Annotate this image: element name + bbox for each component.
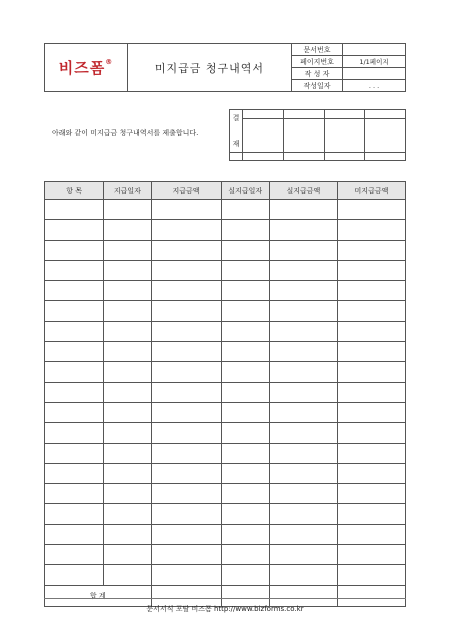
table-row — [45, 240, 406, 260]
table-cell[interactable] — [337, 301, 405, 321]
table-cell[interactable] — [269, 200, 337, 220]
table-cell[interactable] — [337, 382, 405, 402]
table-row — [45, 484, 406, 504]
approval-title-cell — [365, 110, 406, 119]
approval-label-bottom: 재 — [232, 139, 240, 148]
table-cell[interactable] — [221, 463, 269, 483]
table-cell[interactable] — [45, 240, 104, 260]
table-cell[interactable] — [151, 220, 221, 240]
table-cell[interactable] — [221, 402, 269, 422]
table-cell[interactable] — [337, 484, 405, 504]
table-cell[interactable] — [337, 362, 405, 382]
table-cell[interactable] — [151, 484, 221, 504]
table-cell[interactable] — [45, 463, 104, 483]
approval-sign-cell[interactable] — [324, 119, 365, 153]
table-cell[interactable] — [269, 524, 337, 544]
table-cell[interactable] — [337, 463, 405, 483]
table-cell[interactable] — [45, 281, 104, 301]
table-cell[interactable] — [221, 423, 269, 443]
table-cell[interactable] — [337, 504, 405, 524]
document-header — [44, 43, 406, 92]
table-row — [45, 524, 406, 544]
table-cell[interactable] — [269, 301, 337, 321]
approval-sign-cell[interactable] — [283, 119, 324, 153]
meta-label-doc-number: 문서번호 — [292, 44, 343, 56]
table-cell[interactable] — [337, 545, 405, 565]
table-cell[interactable] — [269, 545, 337, 565]
table-cell[interactable] — [104, 301, 151, 321]
table-cell[interactable] — [269, 362, 337, 382]
column-header-unpaid-amount: 미지급금액 — [337, 182, 405, 200]
table-cell[interactable] — [337, 524, 405, 544]
table-cell[interactable] — [104, 220, 151, 240]
table-cell[interactable] — [337, 220, 405, 240]
total-label: 합 계 — [45, 585, 152, 606]
table-cell[interactable] — [104, 281, 151, 301]
table-cell[interactable] — [221, 545, 269, 565]
table-cell[interactable] — [269, 463, 337, 483]
table-cell[interactable] — [337, 565, 405, 585]
table-cell[interactable] — [337, 443, 405, 463]
table-cell[interactable] — [151, 423, 221, 443]
registered-mark: ® — [105, 58, 114, 66]
table-cell[interactable] — [221, 382, 269, 402]
table-cell[interactable] — [151, 463, 221, 483]
approval-date-cell[interactable] — [243, 153, 284, 161]
table-cell[interactable] — [221, 260, 269, 280]
total-cell[interactable] — [221, 585, 269, 606]
table-cell[interactable] — [221, 362, 269, 382]
table-cell[interactable] — [104, 260, 151, 280]
footer-divider — [44, 598, 406, 599]
meta-value-date[interactable]: . . . — [343, 80, 406, 92]
table-row — [45, 504, 406, 524]
total-cell[interactable] — [151, 585, 221, 606]
table-cell[interactable] — [104, 321, 151, 341]
column-header-payment-amount: 지급금액 — [151, 182, 221, 200]
table-cell[interactable] — [45, 524, 104, 544]
table-cell[interactable] — [151, 382, 221, 402]
table-cell[interactable] — [337, 281, 405, 301]
table-cell[interactable] — [104, 240, 151, 260]
table-cell[interactable] — [45, 423, 104, 443]
table-cell[interactable] — [337, 260, 405, 280]
table-cell[interactable] — [151, 321, 221, 341]
table-row — [45, 565, 406, 585]
approval-label-top: 결 — [232, 113, 240, 122]
table-cell[interactable] — [221, 321, 269, 341]
approval-title-cell — [324, 110, 365, 119]
table-cell[interactable] — [269, 565, 337, 585]
table-row — [45, 260, 406, 280]
table-cell[interactable] — [104, 504, 151, 524]
table-cell[interactable] — [151, 281, 221, 301]
approval-label — [230, 110, 243, 153]
table-cell[interactable] — [269, 240, 337, 260]
table-cell[interactable] — [104, 382, 151, 402]
table-cell[interactable] — [269, 321, 337, 341]
table-cell[interactable] — [221, 281, 269, 301]
table-cell[interactable] — [221, 484, 269, 504]
table-cell[interactable] — [151, 362, 221, 382]
table-cell[interactable] — [45, 484, 104, 504]
table-cell[interactable] — [45, 402, 104, 422]
table-row — [45, 281, 406, 301]
intro-text: 아래와 같이 미지급금 청구내역서를 제출합니다. — [52, 129, 199, 137]
table-cell[interactable] — [45, 565, 104, 585]
table-cell[interactable] — [45, 382, 104, 402]
table-cell[interactable] — [151, 402, 221, 422]
table-row — [45, 545, 406, 565]
table-cell[interactable] — [269, 382, 337, 402]
table-cell[interactable] — [104, 545, 151, 565]
table-row — [45, 402, 406, 422]
table-cell[interactable] — [221, 200, 269, 220]
approval-date-cell — [230, 153, 243, 161]
table-cell[interactable] — [104, 565, 151, 585]
table-cell[interactable] — [104, 342, 151, 362]
table-cell[interactable] — [104, 423, 151, 443]
table-cell[interactable] — [337, 321, 405, 341]
table-cell[interactable] — [45, 443, 104, 463]
table-cell[interactable] — [45, 321, 104, 341]
table-row — [45, 423, 406, 443]
claims-table — [44, 181, 406, 607]
table-cell[interactable] — [269, 281, 337, 301]
table-cell[interactable] — [269, 342, 337, 362]
table-cell[interactable] — [151, 545, 221, 565]
table-cell[interactable] — [45, 200, 104, 220]
table-cell[interactable] — [151, 301, 221, 321]
table-cell[interactable] — [221, 342, 269, 362]
table-row — [45, 443, 406, 463]
column-header-actual-payment-amount: 실지급금액 — [269, 182, 337, 200]
table-cell[interactable] — [269, 504, 337, 524]
table-cell[interactable] — [269, 260, 337, 280]
table-row — [45, 342, 406, 362]
table-cell[interactable] — [337, 240, 405, 260]
table-cell[interactable] — [45, 545, 104, 565]
table-cell[interactable] — [45, 220, 104, 240]
approval-title-cell — [243, 110, 284, 119]
table-cell[interactable] — [269, 484, 337, 504]
meta-label-author: 작 성 자 — [292, 68, 343, 80]
approval-box — [229, 109, 406, 161]
table-row — [45, 463, 406, 483]
table-row — [45, 321, 406, 341]
table-cell[interactable] — [104, 402, 151, 422]
table-cell[interactable] — [151, 443, 221, 463]
table-cell[interactable] — [221, 504, 269, 524]
approval-title-cell — [283, 110, 324, 119]
table-cell[interactable] — [221, 524, 269, 544]
meta-label-page-number: 페이지번호 — [292, 56, 343, 68]
meta-value-doc-number[interactable] — [343, 44, 406, 56]
meta-value-author[interactable] — [343, 68, 406, 80]
table-cell[interactable] — [221, 301, 269, 321]
table-cell[interactable] — [45, 301, 104, 321]
column-header-payment-date: 지급일자 — [104, 182, 151, 200]
footer-text: 문서서식 포탈 비즈폼 http://www.bizforms.co.kr — [146, 605, 304, 613]
table-row — [45, 200, 406, 220]
table-cell[interactable] — [269, 443, 337, 463]
approval-sign-cell[interactable] — [243, 119, 284, 153]
table-cell[interactable] — [104, 484, 151, 504]
table-cell[interactable] — [337, 200, 405, 220]
table-cell[interactable] — [45, 342, 104, 362]
table-cell[interactable] — [221, 220, 269, 240]
logo — [45, 44, 128, 92]
table-cell[interactable] — [269, 220, 337, 240]
table-row — [45, 382, 406, 402]
table-cell[interactable] — [151, 342, 221, 362]
total-cell[interactable] — [269, 585, 337, 606]
total-cell[interactable] — [337, 585, 405, 606]
approval-sign-cell[interactable] — [365, 119, 406, 153]
column-header-actual-payment-date: 실지급일자 — [221, 182, 269, 200]
table-cell[interactable] — [269, 423, 337, 443]
approval-date-cell[interactable] — [283, 153, 324, 161]
meta-label-date: 작성일자 — [292, 80, 343, 92]
table-cell[interactable] — [151, 504, 221, 524]
table-cell[interactable] — [45, 504, 104, 524]
table-cell[interactable] — [221, 565, 269, 585]
total-row — [45, 585, 406, 606]
logo-text: 비즈폼 — [58, 59, 106, 77]
table-cell[interactable] — [337, 423, 405, 443]
table-cell[interactable] — [151, 240, 221, 260]
table-cell[interactable] — [269, 402, 337, 422]
table-row — [45, 362, 406, 382]
table-cell[interactable] — [151, 200, 221, 220]
table-cell[interactable] — [45, 260, 104, 280]
table-cell[interactable] — [45, 362, 104, 382]
column-header-item: 항 목 — [45, 182, 104, 200]
meta-value-page-number[interactable]: 1/1페이지 — [343, 56, 406, 68]
table-cell[interactable] — [151, 524, 221, 544]
document-title: 미지급금 청구내역서 — [128, 44, 292, 92]
table-cell[interactable] — [221, 240, 269, 260]
table-cell[interactable] — [104, 200, 151, 220]
table-cell[interactable] — [221, 443, 269, 463]
table-cell[interactable] — [151, 565, 221, 585]
table-header-row — [45, 182, 406, 200]
approval-date-cell[interactable] — [365, 153, 406, 161]
table-cell[interactable] — [104, 524, 151, 544]
table-cell[interactable] — [104, 463, 151, 483]
table-cell[interactable] — [104, 362, 151, 382]
table-row — [45, 220, 406, 240]
table-row — [45, 301, 406, 321]
table-cell[interactable] — [337, 342, 405, 362]
table-cell[interactable] — [151, 260, 221, 280]
table-cell[interactable] — [337, 402, 405, 422]
approval-date-cell[interactable] — [324, 153, 365, 161]
table-cell[interactable] — [104, 443, 151, 463]
